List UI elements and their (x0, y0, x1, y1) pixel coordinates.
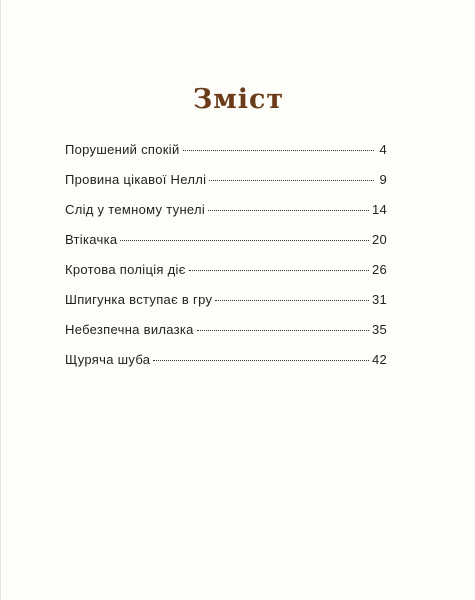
toc-dot-leader (189, 270, 369, 271)
toc-entry-page: 31 (371, 292, 387, 307)
toc-entry (65, 322, 387, 352)
toc-entry-page: 26 (371, 262, 387, 277)
table-of-contents (65, 142, 387, 382)
toc-entry-title: Слід у темному тунелі (65, 202, 206, 217)
toc-entry-page: 14 (371, 202, 387, 217)
toc-entry-title: Втікачка (65, 232, 118, 247)
toc-entry-title: Порушений спокій (65, 142, 180, 157)
toc-dot-leader (215, 300, 369, 301)
toc-entry (65, 202, 387, 232)
toc-entry-title: Небезпечна вилазка (65, 322, 194, 337)
toc-entry (65, 262, 387, 292)
toc-entry-title: Щуряча шуба (65, 352, 151, 367)
toc-entry-page: 35 (371, 322, 387, 337)
toc-entry-page: 20 (371, 232, 387, 247)
toc-entry-page: 9 (379, 172, 387, 187)
toc-dot-leader (153, 360, 369, 361)
toc-dot-leader (209, 180, 374, 181)
toc-entry-title: Провина цікавої Неллі (65, 172, 207, 187)
toc-entry (65, 232, 387, 262)
toc-entry (65, 142, 387, 172)
toc-entry-page: 42 (371, 352, 387, 367)
toc-dot-leader (183, 150, 374, 151)
toc-dot-leader (208, 210, 369, 211)
toc-entry (65, 352, 387, 382)
toc-entry (65, 172, 387, 202)
toc-dot-leader (197, 330, 369, 331)
page-title: Зміст (192, 84, 285, 115)
toc-entry-page: 4 (379, 142, 387, 157)
toc-entry-title: Кротова поліція діє (65, 262, 186, 277)
toc-dot-leader (120, 240, 369, 241)
toc-entry-title: Шпигунка вступає в гру (65, 292, 213, 307)
toc-entry (65, 292, 387, 322)
